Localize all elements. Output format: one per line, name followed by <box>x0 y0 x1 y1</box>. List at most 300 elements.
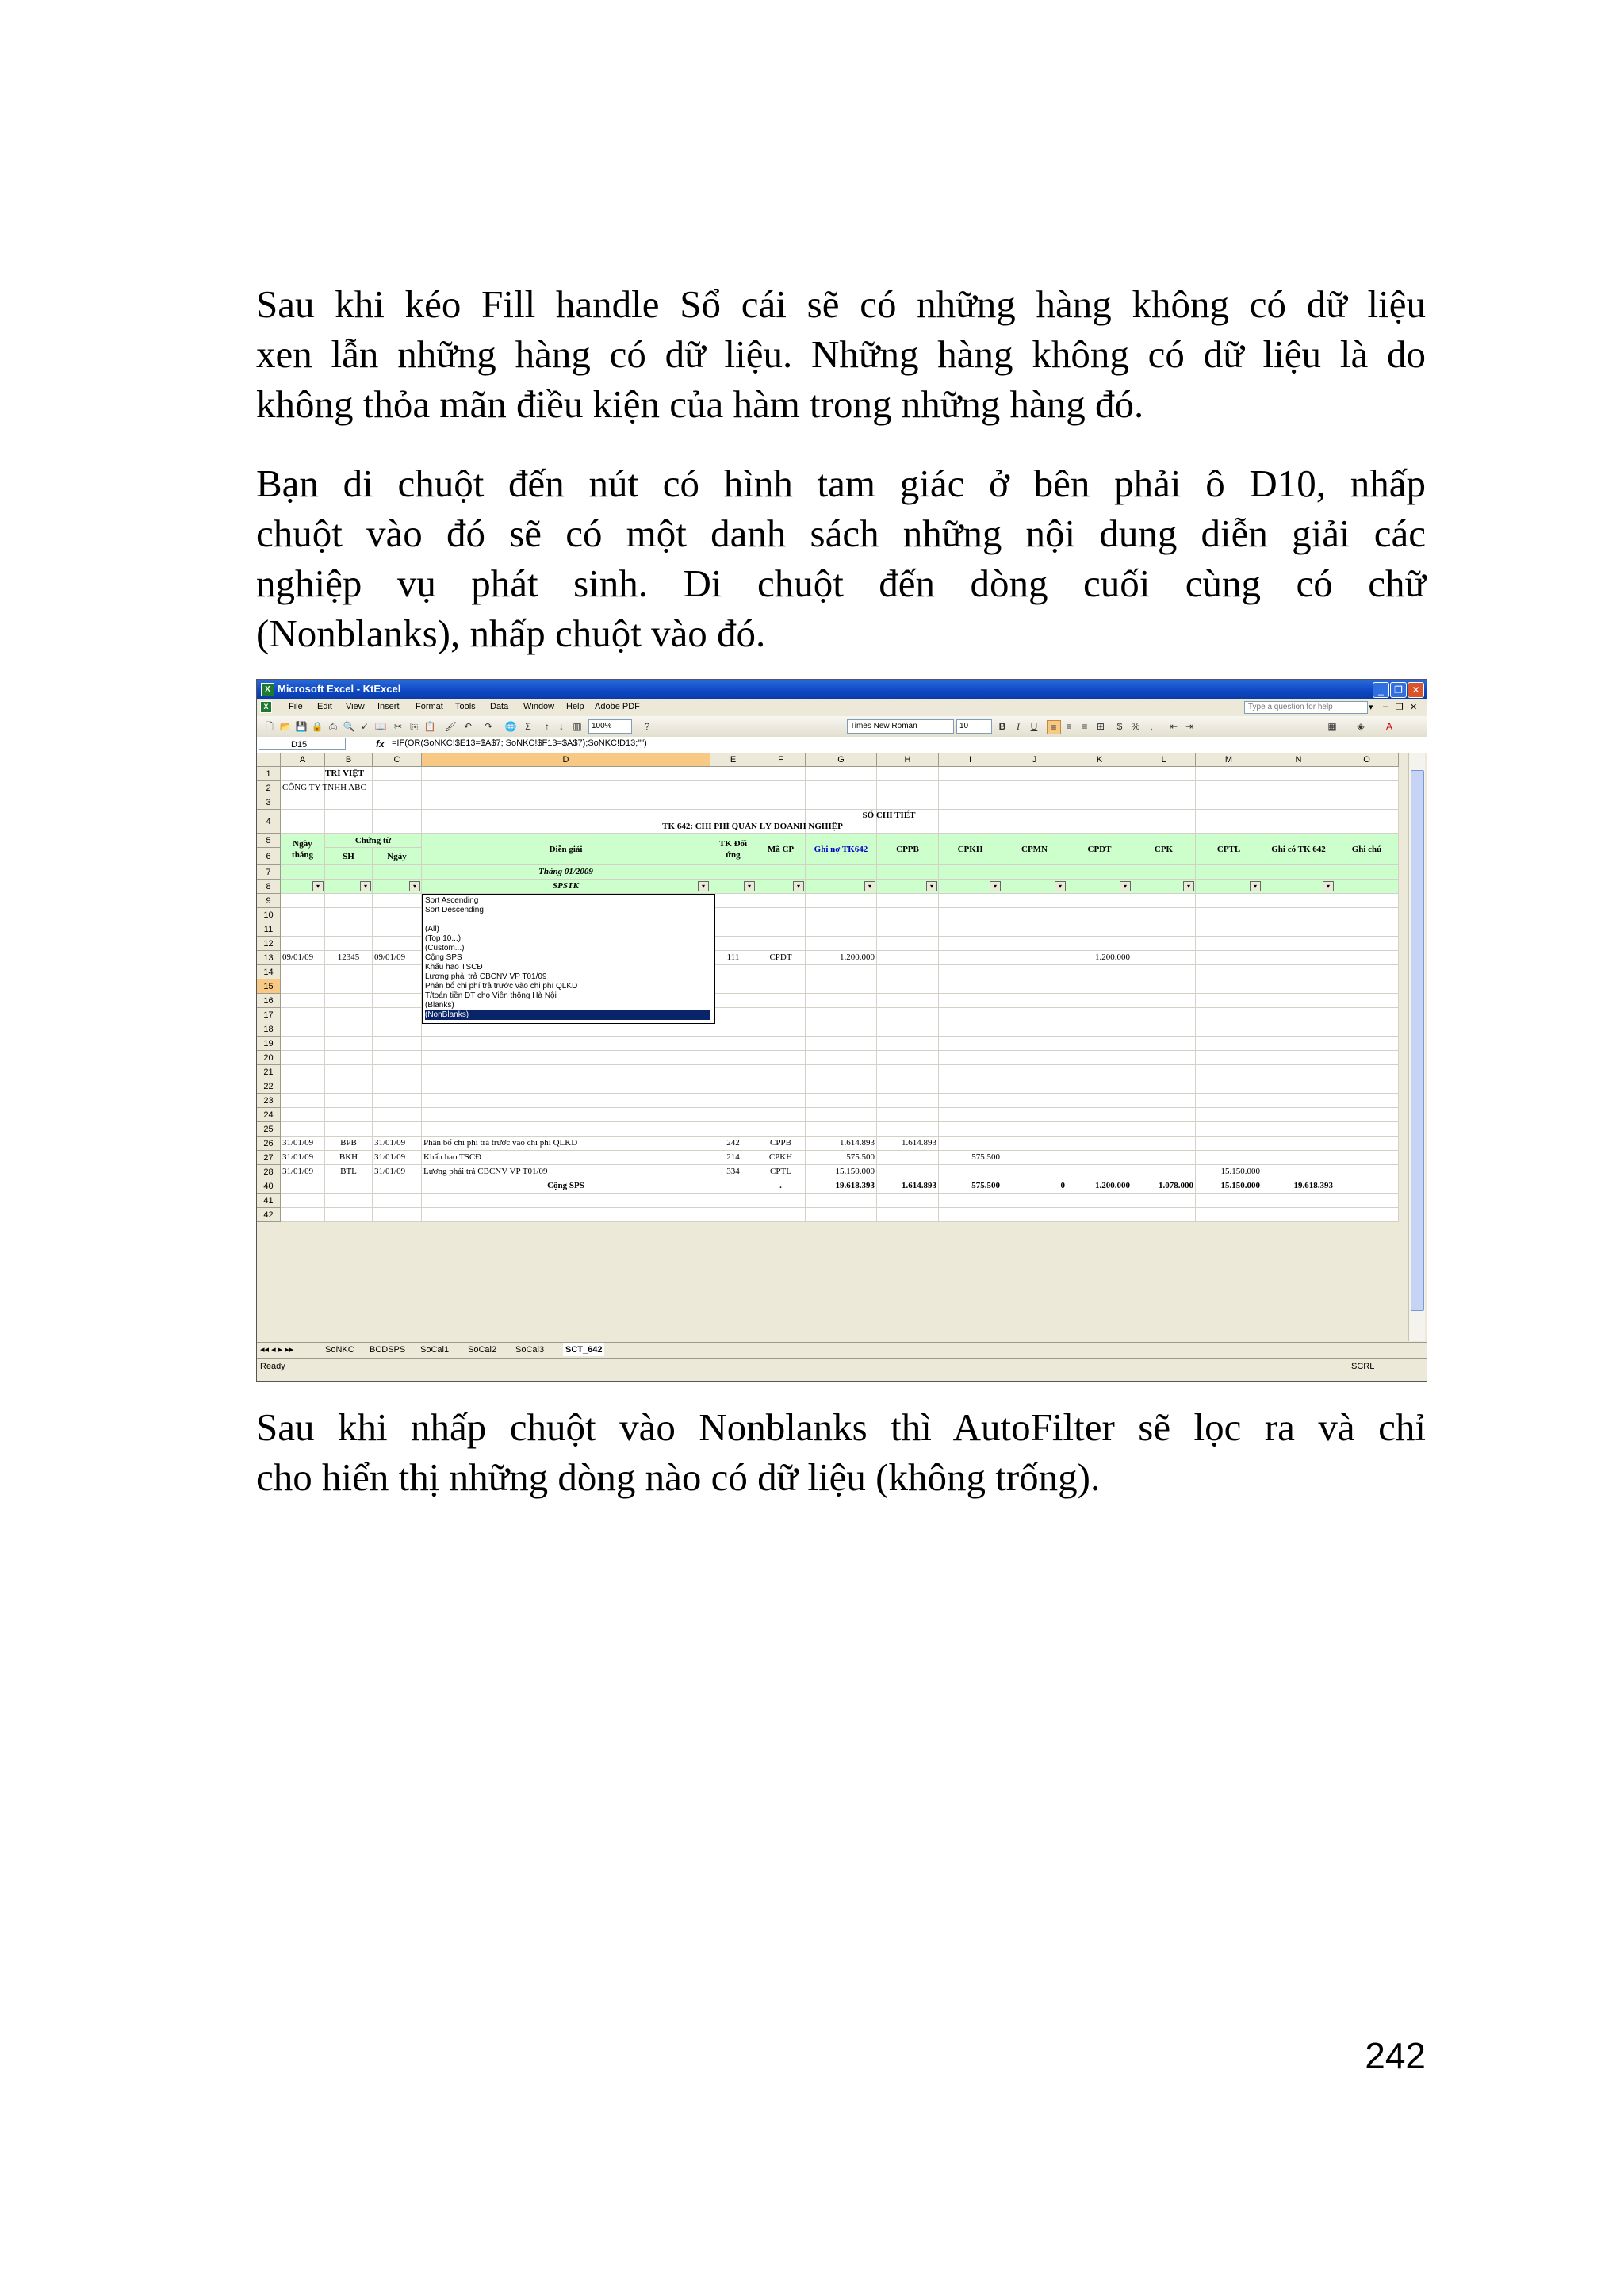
grid-cell[interactable] <box>1196 908 1262 922</box>
grid-cell[interactable] <box>1262 1008 1335 1022</box>
dropdown-option[interactable]: T/toán tiền ĐT cho Viễn thông Hà Nội <box>425 991 557 1000</box>
grid-cell[interactable] <box>325 1008 373 1022</box>
table-cell[interactable] <box>1262 951 1335 965</box>
grid-cell[interactable] <box>325 1051 373 1065</box>
grid-cell[interactable] <box>877 1208 939 1222</box>
grid-cell[interactable] <box>422 1079 710 1094</box>
print-icon[interactable]: ⎙ <box>329 721 337 732</box>
grid-cell[interactable] <box>756 781 806 795</box>
table-cell[interactable] <box>1262 1165 1335 1179</box>
grid-cell[interactable] <box>281 894 325 908</box>
grid-cell[interactable] <box>710 1108 756 1122</box>
row-header[interactable]: 3 <box>257 795 281 810</box>
grid-cell[interactable] <box>939 908 1002 922</box>
menu-format[interactable]: Format <box>416 702 443 711</box>
grid-cell[interactable] <box>877 767 939 781</box>
grid-cell[interactable] <box>1262 1122 1335 1137</box>
grid-cell[interactable] <box>1002 979 1067 994</box>
menu-help[interactable]: Help <box>566 702 584 711</box>
grid-cell[interactable] <box>939 894 1002 908</box>
grid-cell[interactable] <box>710 994 756 1008</box>
grid-cell[interactable] <box>1335 767 1399 781</box>
table-cell[interactable]: CPKH <box>756 1151 806 1165</box>
grid-cell[interactable] <box>806 1208 877 1222</box>
row-header[interactable]: 41 <box>257 1194 281 1208</box>
dropdown-option[interactable]: Phân bổ chi phí trả trước vào chi phí QLKD <box>425 982 578 991</box>
grid-cell[interactable] <box>1067 1051 1132 1065</box>
grid-cell[interactable] <box>1132 994 1196 1008</box>
table-cell[interactable] <box>1132 1137 1196 1151</box>
zoom-select[interactable]: 100% <box>588 719 632 734</box>
column-header[interactable]: N <box>1262 753 1335 767</box>
row-header[interactable]: 28 <box>257 1165 281 1179</box>
row-header[interactable]: 25 <box>257 1122 281 1137</box>
grid-cell[interactable] <box>1196 1022 1262 1037</box>
grid-cell[interactable] <box>1196 1079 1262 1094</box>
table-cell[interactable]: 242 <box>710 1137 756 1151</box>
dropdown-option[interactable]: Cộng SPS <box>425 953 462 962</box>
grid-cell[interactable] <box>373 994 422 1008</box>
grid-cell[interactable] <box>1196 965 1262 979</box>
table-cell[interactable] <box>877 951 939 965</box>
grid-cell[interactable] <box>325 965 373 979</box>
grid-cell[interactable] <box>1262 965 1335 979</box>
grid-cell[interactable] <box>806 1022 877 1037</box>
grid-cell[interactable] <box>1196 795 1262 810</box>
close-icon[interactable]: ✕ <box>1410 703 1418 712</box>
table-cell[interactable] <box>1067 1137 1132 1151</box>
autofilter-dropdown-icon[interactable]: ▾ <box>1055 881 1066 891</box>
grid-cell[interactable] <box>1262 937 1335 951</box>
grid-cell[interactable] <box>806 1122 877 1137</box>
grid-cell[interactable] <box>806 795 877 810</box>
grid-cell[interactable] <box>756 1065 806 1079</box>
grid-cell[interactable] <box>1067 865 1132 880</box>
grid-cell[interactable] <box>1002 1122 1067 1137</box>
grid-cell[interactable] <box>710 894 756 908</box>
grid-cell[interactable] <box>1196 922 1262 937</box>
grid-cell[interactable] <box>1132 979 1196 994</box>
grid-cell[interactable] <box>710 1051 756 1065</box>
row-header[interactable]: 4 <box>257 810 281 834</box>
autofilter-dropdown-icon[interactable]: ▾ <box>1183 881 1194 891</box>
grid-cell[interactable] <box>281 922 325 937</box>
grid-cell[interactable] <box>756 1108 806 1122</box>
column-header[interactable]: H <box>877 753 939 767</box>
sort-descending-icon[interactable]: ↓ <box>559 721 564 732</box>
grid-cell[interactable] <box>710 979 756 994</box>
grid-cell[interactable] <box>1262 810 1335 834</box>
grid-cell[interactable] <box>806 1094 877 1108</box>
grid-cell[interactable] <box>939 1108 1002 1122</box>
grid-cell[interactable] <box>1132 1194 1196 1208</box>
grid-cell[interactable] <box>939 1051 1002 1065</box>
grid-cell[interactable] <box>373 1194 422 1208</box>
autofilter-dropdown-icon[interactable]: ▾ <box>744 881 755 891</box>
grid-cell[interactable] <box>373 1037 422 1051</box>
grid-cell[interactable] <box>1002 1079 1067 1094</box>
grid-cell[interactable] <box>325 795 373 810</box>
grid-cell[interactable] <box>710 1065 756 1079</box>
grid-cell[interactable] <box>325 1065 373 1079</box>
grid-cell[interactable] <box>1262 1108 1335 1122</box>
grid-cell[interactable] <box>939 965 1002 979</box>
tab-sonkc[interactable]: SoNKC <box>325 1345 354 1355</box>
table-cell[interactable]: 15.150.000 <box>1196 1179 1262 1194</box>
grid-cell[interactable] <box>1067 1008 1132 1022</box>
row-header[interactable]: 27 <box>257 1151 281 1165</box>
column-header[interactable]: C <box>373 753 422 767</box>
table-cell[interactable]: 1.614.893 <box>877 1137 939 1151</box>
grid-cell[interactable] <box>1262 795 1335 810</box>
grid-cell[interactable] <box>1335 1208 1399 1222</box>
grid-cell[interactable] <box>1335 994 1399 1008</box>
grid-cell[interactable] <box>1067 795 1132 810</box>
grid-cell[interactable] <box>877 994 939 1008</box>
grid-cell[interactable] <box>939 781 1002 795</box>
grid-cell[interactable] <box>1132 922 1196 937</box>
research-icon[interactable]: 📖 <box>374 721 387 732</box>
grid-cell[interactable] <box>1196 1122 1262 1137</box>
grid-cell[interactable] <box>1067 1122 1132 1137</box>
row-header[interactable]: 20 <box>257 1051 281 1065</box>
grid-cell[interactable] <box>1335 1079 1399 1094</box>
align-right-icon[interactable]: ≡ <box>1082 721 1088 732</box>
grid-cell[interactable] <box>325 922 373 937</box>
table-cell[interactable]: Lương phải trả CBCNV VP T01/09 <box>422 1165 710 1179</box>
restore-icon[interactable]: ❐ <box>1396 703 1404 712</box>
table-cell[interactable]: BPB <box>325 1137 373 1151</box>
grid-cell[interactable] <box>325 1108 373 1122</box>
table-cell[interactable]: 31/01/09 <box>373 1165 422 1179</box>
grid-cell[interactable] <box>756 865 806 880</box>
percent-icon[interactable]: % <box>1131 721 1140 732</box>
hyperlink-icon[interactable]: 🌐 <box>504 721 517 732</box>
grid-cell[interactable] <box>877 979 939 994</box>
table-cell[interactable]: CPDT <box>756 951 806 965</box>
table-cell[interactable]: 19.618.393 <box>1262 1179 1335 1194</box>
select-all-corner[interactable] <box>257 753 281 767</box>
format-painter-icon[interactable]: 🖌 <box>444 721 457 732</box>
tab-socai1[interactable]: SoCai1 <box>420 1345 450 1355</box>
spelling-icon[interactable]: ✓ <box>360 721 370 732</box>
row-header[interactable]: 17 <box>257 1008 281 1022</box>
grid-cell[interactable] <box>373 1022 422 1037</box>
table-cell[interactable]: 31/01/09 <box>281 1165 325 1179</box>
grid-cell[interactable] <box>422 1037 710 1051</box>
grid-cell[interactable] <box>422 1022 710 1037</box>
grid-cell[interactable] <box>1067 767 1132 781</box>
grid-cell[interactable] <box>756 937 806 951</box>
autofilter-dropdown-icon[interactable]: ▾ <box>793 881 804 891</box>
table-cell[interactable]: 111 <box>710 951 756 965</box>
grid-cell[interactable] <box>1067 781 1132 795</box>
grid-cell[interactable] <box>373 795 422 810</box>
table-cell[interactable] <box>710 1179 756 1194</box>
minimize-icon[interactable]: _ <box>1373 682 1389 698</box>
column-header[interactable]: O <box>1335 753 1399 767</box>
table-cell[interactable]: Cộng SPS <box>422 1179 710 1194</box>
grid-cell[interactable] <box>422 1065 710 1079</box>
table-cell[interactable] <box>1196 1137 1262 1151</box>
grid-cell[interactable] <box>1335 781 1399 795</box>
autofilter-dropdown-icon[interactable]: ▾ <box>926 881 937 891</box>
grid-cell[interactable] <box>1067 1108 1132 1122</box>
grid-cell[interactable] <box>1002 1094 1067 1108</box>
autofilter-dropdown-list[interactable] <box>422 894 715 1024</box>
redo-icon[interactable]: ↷ <box>484 721 493 732</box>
table-cell[interactable] <box>1262 1151 1335 1165</box>
column-header[interactable]: M <box>1196 753 1262 767</box>
grid-cell[interactable] <box>939 767 1002 781</box>
table-cell[interactable]: 31/01/09 <box>281 1137 325 1151</box>
tab-sct-642[interactable]: SCT_642 <box>563 1343 604 1356</box>
row-header[interactable]: 14 <box>257 965 281 979</box>
grid-cell[interactable] <box>281 994 325 1008</box>
grid-cell[interactable] <box>1067 994 1132 1008</box>
table-cell[interactable] <box>877 1151 939 1165</box>
grid-cell[interactable] <box>373 979 422 994</box>
grid-cell[interactable] <box>1002 781 1067 795</box>
grid-cell[interactable] <box>281 810 325 834</box>
grid-cell[interactable] <box>877 1051 939 1065</box>
grid-cell[interactable] <box>325 1079 373 1094</box>
grid-cell[interactable] <box>806 994 877 1008</box>
table-cell[interactable]: CPTL <box>756 1165 806 1179</box>
grid-cell[interactable] <box>1196 781 1262 795</box>
autosum-icon[interactable]: Σ <box>525 721 531 732</box>
borders-icon[interactable]: ▦ <box>1327 721 1337 732</box>
grid-cell[interactable] <box>1262 1094 1335 1108</box>
grid-cell[interactable] <box>806 1065 877 1079</box>
table-cell[interactable]: 575.500 <box>806 1151 877 1165</box>
autofilter-dropdown-icon[interactable]: ▾ <box>1323 881 1334 891</box>
grid-cell[interactable] <box>1196 1037 1262 1051</box>
row-header[interactable]: 22 <box>257 1079 281 1094</box>
grid-cell[interactable] <box>373 1108 422 1122</box>
grid-cell[interactable] <box>373 1094 422 1108</box>
grid-cell[interactable] <box>1196 810 1262 834</box>
grid-cell[interactable] <box>1262 1065 1335 1079</box>
grid-cell[interactable] <box>1067 1037 1132 1051</box>
open-icon[interactable]: 📂 <box>279 721 292 732</box>
menu-tools[interactable]: Tools <box>455 702 476 711</box>
grid-cell[interactable] <box>877 1037 939 1051</box>
grid-cell[interactable] <box>1132 781 1196 795</box>
grid-cell[interactable] <box>1002 937 1067 951</box>
autofilter-dropdown-icon[interactable]: ▾ <box>864 881 875 891</box>
grid-cell[interactable] <box>1132 937 1196 951</box>
grid-cell[interactable] <box>1335 795 1399 810</box>
row-header[interactable]: 18 <box>257 1022 281 1037</box>
grid-cell[interactable] <box>1262 1022 1335 1037</box>
sort-ascending-icon[interactable]: ↑ <box>545 721 550 732</box>
grid-cell[interactable] <box>1002 994 1067 1008</box>
grid-cell[interactable] <box>1002 1037 1067 1051</box>
scrollbar-thumb[interactable] <box>1411 770 1424 1311</box>
grid-cell[interactable] <box>1262 865 1335 880</box>
grid-cell[interactable] <box>422 1194 710 1208</box>
table-cell[interactable]: 09/01/09 <box>373 951 422 965</box>
autofilter-dropdown-icon[interactable]: ▾ <box>698 881 709 891</box>
underline-button[interactable]: U <box>1030 721 1038 732</box>
grid-cell[interactable] <box>877 1008 939 1022</box>
table-cell[interactable] <box>325 1179 373 1194</box>
grid-cell[interactable] <box>756 994 806 1008</box>
table-cell[interactable] <box>373 1179 422 1194</box>
grid-cell[interactable] <box>1002 795 1067 810</box>
column-header[interactable]: B <box>325 753 373 767</box>
grid-cell[interactable] <box>710 1008 756 1022</box>
grid-cell[interactable] <box>1262 1079 1335 1094</box>
grid-cell[interactable] <box>1335 965 1399 979</box>
table-cell[interactable]: BTL <box>325 1165 373 1179</box>
column-header[interactable]: K <box>1067 753 1132 767</box>
grid-cell[interactable] <box>1132 965 1196 979</box>
grid-cell[interactable] <box>1132 810 1196 834</box>
column-header[interactable]: F <box>756 753 806 767</box>
grid-cell[interactable] <box>710 1194 756 1208</box>
grid-cell[interactable] <box>1335 1051 1399 1065</box>
grid-cell[interactable] <box>806 908 877 922</box>
grid-cell[interactable] <box>1196 1065 1262 1079</box>
align-center-icon[interactable]: ≡ <box>1066 721 1072 732</box>
grid-cell[interactable] <box>756 1008 806 1022</box>
fx-icon[interactable]: fx <box>376 738 385 749</box>
grid-cell[interactable] <box>1132 795 1196 810</box>
grid-cell[interactable] <box>325 894 373 908</box>
table-cell[interactable]: Khấu hao TSCĐ <box>422 1151 710 1165</box>
grid-cell[interactable] <box>422 1208 710 1222</box>
grid-cell[interactable] <box>1002 1065 1067 1079</box>
grid-cell[interactable] <box>877 937 939 951</box>
grid-cell[interactable] <box>1196 1108 1262 1122</box>
row-header[interactable]: 40 <box>257 1179 281 1194</box>
grid-cell[interactable] <box>1196 1208 1262 1222</box>
row-header[interactable]: 21 <box>257 1065 281 1079</box>
grid-cell[interactable] <box>281 937 325 951</box>
grid-cell[interactable] <box>939 1037 1002 1051</box>
grid-cell[interactable] <box>281 1208 325 1222</box>
grid-cell[interactable] <box>710 1208 756 1222</box>
grid-cell[interactable] <box>1335 979 1399 994</box>
autofilter-dropdown-icon[interactable]: ▾ <box>312 881 324 891</box>
grid-cell[interactable] <box>1067 965 1132 979</box>
help-search-input[interactable]: Type a question for help <box>1244 701 1368 714</box>
grid-cell[interactable] <box>1132 1079 1196 1094</box>
grid-cell[interactable] <box>1002 894 1067 908</box>
grid-cell[interactable] <box>1335 951 1399 965</box>
grid-cell[interactable] <box>281 965 325 979</box>
table-cell[interactable]: 575.500 <box>939 1151 1002 1165</box>
grid-cell[interactable] <box>1132 767 1196 781</box>
grid-cell[interactable] <box>1002 1022 1067 1037</box>
column-header[interactable]: I <box>939 753 1002 767</box>
help-icon[interactable]: ? <box>644 721 650 732</box>
grid-cell[interactable] <box>325 1037 373 1051</box>
grid-cell[interactable] <box>1067 1194 1132 1208</box>
minimize-icon[interactable]: – <box>1383 702 1388 711</box>
grid-cell[interactable] <box>939 994 1002 1008</box>
grid-cell[interactable] <box>281 1022 325 1037</box>
grid-cell[interactable] <box>806 865 877 880</box>
row-header[interactable]: 23 <box>257 1094 281 1108</box>
grid-cell[interactable] <box>1335 1037 1399 1051</box>
grid-cell[interactable] <box>806 1051 877 1065</box>
grid-cell[interactable] <box>373 922 422 937</box>
font-size-select[interactable]: 10 <box>956 719 992 734</box>
grid-cell[interactable] <box>1002 1008 1067 1022</box>
grid-cell[interactable] <box>1002 1208 1067 1222</box>
increase-indent-icon[interactable]: ⇥ <box>1185 721 1194 732</box>
grid-cell[interactable] <box>710 865 756 880</box>
close-icon[interactable]: ✕ <box>1408 682 1424 698</box>
grid-cell[interactable] <box>281 1037 325 1051</box>
permission-icon[interactable]: 🔒 <box>311 721 324 732</box>
table-cell[interactable]: 09/01/09 <box>281 951 325 965</box>
grid-cell[interactable] <box>1335 922 1399 937</box>
grid-cell[interactable] <box>325 1094 373 1108</box>
table-cell[interactable] <box>1002 1151 1067 1165</box>
grid-cell[interactable] <box>1067 1094 1132 1108</box>
grid-cell[interactable] <box>806 781 877 795</box>
tab-nav-icon[interactable]: ◂◂ ◂ ▸ ▸▸ <box>260 1345 294 1355</box>
grid-cell[interactable] <box>1067 1065 1132 1079</box>
grid-cell[interactable] <box>877 965 939 979</box>
grid-cell[interactable] <box>1196 1194 1262 1208</box>
column-header[interactable]: J <box>1002 753 1067 767</box>
column-header[interactable]: A <box>281 753 325 767</box>
grid-cell[interactable] <box>373 1122 422 1137</box>
table-cell[interactable]: . <box>756 1179 806 1194</box>
grid-cell[interactable] <box>281 1108 325 1122</box>
table-cell[interactable] <box>1067 1151 1132 1165</box>
italic-button[interactable]: I <box>1017 721 1020 732</box>
grid-cell[interactable] <box>756 908 806 922</box>
grid-cell[interactable] <box>710 937 756 951</box>
table-cell[interactable]: 214 <box>710 1151 756 1165</box>
row-header[interactable]: 19 <box>257 1037 281 1051</box>
grid-cell[interactable] <box>1335 937 1399 951</box>
grid-cell[interactable] <box>373 937 422 951</box>
grid-cell[interactable] <box>877 922 939 937</box>
grid-cell[interactable] <box>1067 937 1132 951</box>
grid-cell[interactable] <box>806 1008 877 1022</box>
autofilter-dropdown-icon[interactable]: ▾ <box>1120 881 1131 891</box>
grid-cell[interactable] <box>1002 865 1067 880</box>
grid-cell[interactable] <box>325 994 373 1008</box>
table-cell[interactable]: 31/01/09 <box>373 1137 422 1151</box>
grid-cell[interactable] <box>422 1122 710 1137</box>
grid-cell[interactable] <box>1262 1194 1335 1208</box>
grid-cell[interactable] <box>1002 922 1067 937</box>
table-cell[interactable] <box>939 951 1002 965</box>
table-cell[interactable]: 1.200.000 <box>806 951 877 965</box>
dropdown-option[interactable]: Lương phải trả CBCNV VP T01/09 <box>425 972 547 981</box>
grid-cell[interactable] <box>1132 1208 1196 1222</box>
grid-cell[interactable] <box>939 1208 1002 1222</box>
grid-cell[interactable] <box>1335 1022 1399 1037</box>
currency-icon[interactable]: $ <box>1116 721 1123 732</box>
row-header[interactable]: 1 <box>257 767 281 781</box>
table-cell[interactable]: 15.150.000 <box>1196 1165 1262 1179</box>
row-header[interactable]: 7 <box>257 865 281 880</box>
grid-cell[interactable] <box>1067 979 1132 994</box>
row-header[interactable]: 42 <box>257 1208 281 1222</box>
menu-insert[interactable]: Insert <box>377 702 400 711</box>
grid-cell[interactable] <box>1002 767 1067 781</box>
grid-cell[interactable] <box>373 894 422 908</box>
